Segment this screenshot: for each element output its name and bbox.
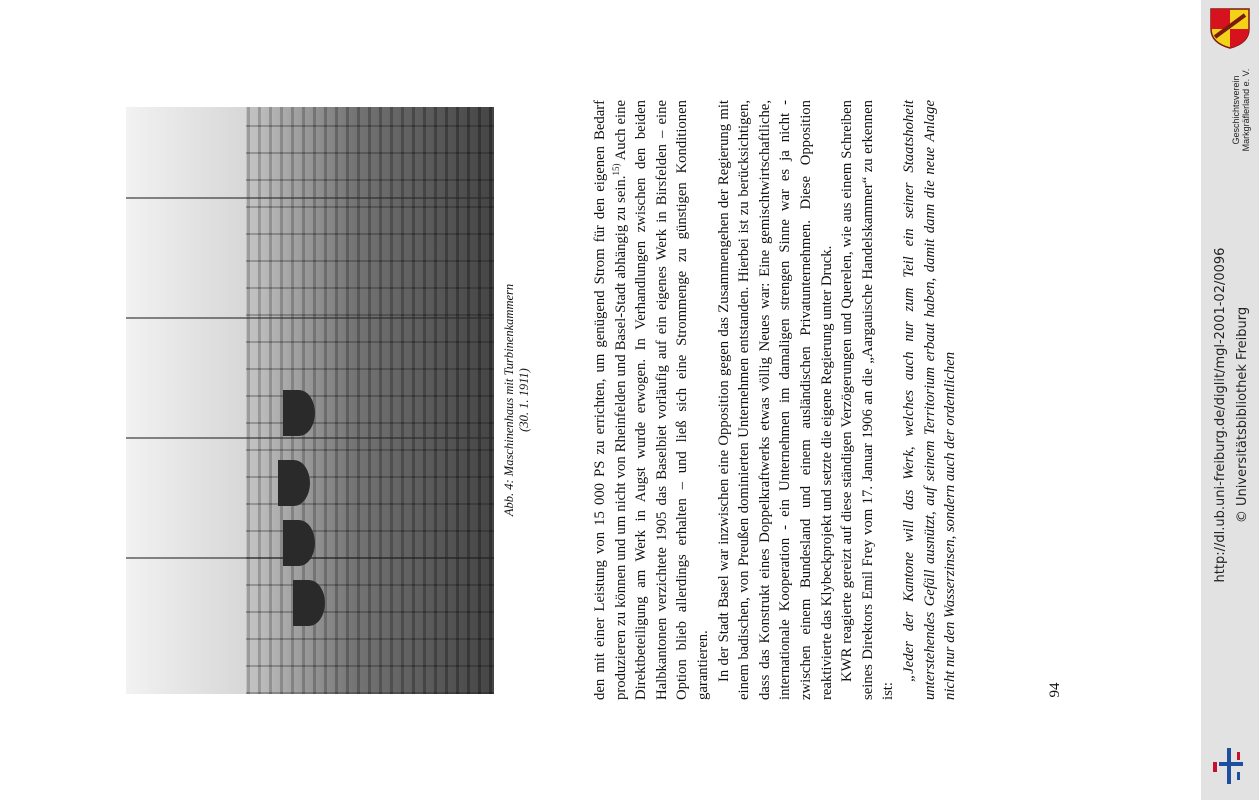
society-name	[1231, 45, 1251, 175]
photo-beam	[126, 197, 494, 199]
body-text	[590, 100, 1020, 700]
copyright-notice: © Universitätsbibliothek Freiburg	[1235, 306, 1250, 524]
paragraph-1-text: den mit einer Leistung von 15 000 PS zu errichten, um genügend Strom für den eigenen Bedarf produzieren zu können und um nicht von Rheinfelden und Basel-Stadt abhängig zu sein.	[592, 100, 629, 700]
library-logo-icon	[1211, 746, 1251, 786]
photo-beam	[126, 317, 494, 319]
photo-sky	[126, 107, 246, 694]
paragraph-2: In der Stadt Basel war inzwischen eine Opposition gegen das Zusammengehen der Regierung mit einem badischen, von Preußen dominierten Unternehmen entstanden. Hierbei ist zu berücksichtigen, dass das Konstrukt eines Doppelkraftwerks etwas völlig Neues war: Eine gemischtwirtschaftliche, internationale Kooperation - ein Unternehmen im damaligen strengen Sinne war es ja nicht - zwischen einem Bundesland und einem ausländischen Privatunternehmen. Diese Opposition reaktivierte das Klybeckprojekt und setzte die eigene Regierung unter Druck.	[715, 100, 835, 700]
paragraph-1	[590, 100, 714, 700]
footnote-ref: 15)	[610, 163, 621, 176]
photo-arch	[293, 580, 325, 626]
document-url[interactable]: http://dl.ub.uni-freiburg.de/diglit/mgl-2001-02/0096	[1213, 247, 1228, 583]
figure-caption	[502, 220, 532, 580]
paragraph-3: KWR reagierte gereizt auf diese ständigen Verzögerungen und Querelen, wie aus einem Schreiben seines Direktors Emil Frey vom 17. Januar 1906 an die „Aargauische Handelskammer“ zu erkennen ist:	[839, 100, 897, 700]
society-line-2: Markgräflerland e. V.	[1241, 68, 1251, 152]
photo-arch	[283, 520, 315, 566]
photo-arch	[283, 390, 315, 436]
quote-paragraph: „Jeder der Kantone will das Werk, welches auch nur zum Teil ein seiner Staatshoheit unterstehendes Gefäll ausnützt, auf seinem Territorium erbaut haben, damit dann die neue Anlage nicht nur den Wasserzinsen, sondern auch der ordentlichen	[900, 100, 959, 700]
paragraph-1-rest: Auch eine Direktbeteiligung am Werk in Augst wurde erwogen. In Verhandlungen zwischen den beiden Halbkantonen verzichtete 1905 das Baselbiet vorläufig auf ein eigenes Werk in Birsfelden – eine Option blieb allerdings erhalten – und ließ sich eine Strommenge zu günstigen Konditionen garantieren.	[612, 100, 711, 700]
page-number: 94	[1047, 682, 1063, 698]
photo-beam	[126, 437, 494, 439]
photo-arch	[278, 460, 310, 506]
caption-date: (30. 1. 1911)	[517, 368, 531, 432]
coat-of-arms-icon	[1207, 7, 1253, 49]
caption-title: Abb. 4: Maschinenhaus mit Turbinenkammern	[502, 283, 516, 517]
figure-photo	[126, 107, 494, 694]
society-line-1: Geschichtsverein	[1231, 75, 1241, 145]
